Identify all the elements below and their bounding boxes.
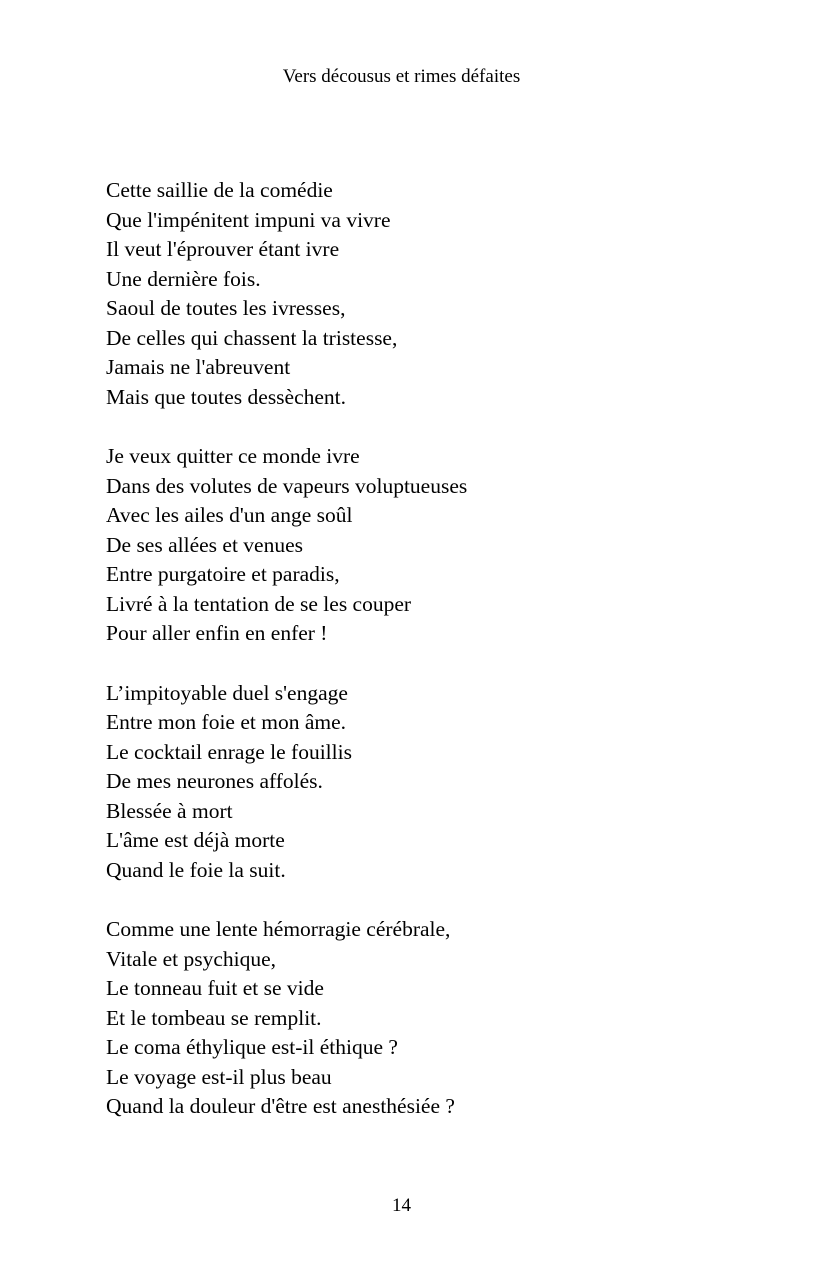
verse-line: Comme une lente hémorragie cérébrale, (106, 917, 451, 941)
verse-line: Le tonneau fuit et se vide (106, 976, 324, 1000)
verse-line: Entre purgatoire et paradis, (106, 562, 340, 586)
verse-line: Quand le foie la suit. (106, 857, 286, 882)
verse-line: Livré à la tentation de se les couper (106, 591, 412, 616)
verse-line: De ses allées et venues (106, 532, 304, 557)
stanza-4 (106, 915, 766, 1122)
verse-line: Avec les ailes d'un ange soûl (106, 503, 353, 527)
stanza-3 (106, 679, 766, 886)
verse-line: Le voyage est-il plus beau (106, 1064, 332, 1089)
running-header: Vers décousus et rimes défaites (282, 66, 521, 87)
verse-line: Jamais ne l'abreuvent (106, 355, 291, 379)
verse-line: Cette saillie de la comédie (106, 178, 333, 202)
verse-line: Et le tombeau se remplit. (106, 1005, 322, 1030)
verse-line: Je veux quitter ce monde ivre (106, 444, 360, 468)
verse-line: Mais que toutes dessèchent. (106, 384, 347, 409)
stanza-2 (106, 442, 766, 649)
verse-line: Vitale et psychique, (106, 946, 277, 971)
verse-line: Il veut l'éprouver étant ivre (106, 237, 340, 261)
stanza-1 (106, 176, 766, 412)
verse-line: L’impitoyable duel s'engage (106, 680, 348, 705)
verse-line: De celles qui chassent la tristesse, (106, 325, 398, 350)
verse-line: Dans des volutes de vapeurs voluptueuses (106, 473, 468, 498)
verse-line: Que l'impénitent impuni va vivre (106, 207, 391, 232)
verse-line: De mes neurones affolés. (106, 769, 323, 793)
verse-line: Une dernière fois. (106, 266, 261, 291)
poem (106, 176, 766, 1152)
verse-line: Le coma éthylique est-il éthique ? (106, 1035, 398, 1059)
verse-line: Pour aller enfin en enfer ! (106, 621, 328, 645)
verse-line: Blessée à mort (106, 798, 233, 823)
verse-line: Entre mon foie et mon âme. (106, 710, 347, 734)
verse-line: Quand la douleur d'être est anesthésiée ? (106, 1094, 455, 1118)
verse-line: Saoul de toutes les ivresses, (106, 296, 346, 320)
verse-line: Le cocktail enrage le fouillis (106, 739, 352, 764)
page-number: 14 (392, 1195, 411, 1216)
verse-line: L'âme est déjà morte (106, 828, 285, 852)
